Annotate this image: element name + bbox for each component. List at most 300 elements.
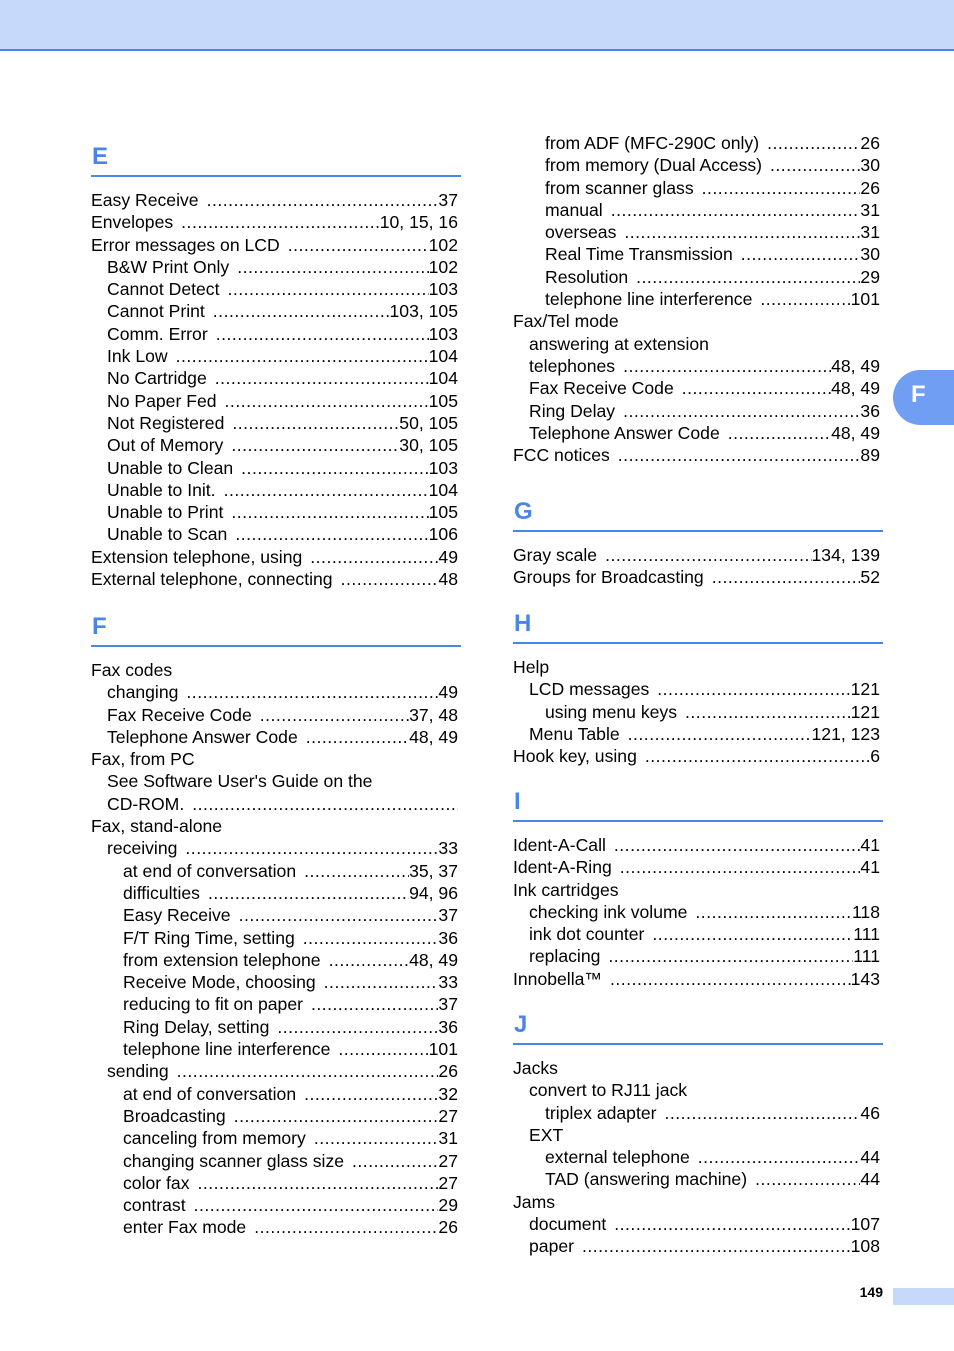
- dot-leader: [304, 860, 409, 882]
- index-entry-label: from memory (Dual Access): [545, 155, 763, 176]
- index-entry: [513, 1057, 880, 1079]
- dot-leader: [628, 723, 812, 745]
- index-entry: [513, 333, 880, 355]
- page-number: 149: [859, 1284, 883, 1300]
- index-entry-label: at end of conversation: [123, 860, 297, 881]
- index-entry-list: [513, 532, 883, 589]
- dot-leader: [624, 221, 860, 243]
- index-entry-pages: 32: [438, 1083, 458, 1104]
- dot-leader: [176, 345, 429, 367]
- index-entry-label: replacing: [529, 946, 601, 967]
- index-entry-pages: 52: [860, 567, 880, 588]
- dot-leader: [698, 1146, 861, 1168]
- index-entry: [91, 659, 458, 681]
- dot-leader: [177, 1060, 439, 1082]
- index-entry-pages: 89: [860, 445, 880, 466]
- index-entry: [513, 923, 880, 945]
- index-entry-label: using menu keys: [545, 701, 678, 722]
- index-entry: [91, 390, 458, 412]
- index-entry: [91, 434, 458, 456]
- dot-leader: [215, 367, 429, 389]
- index-entry-label: No Paper Fed: [107, 390, 217, 411]
- dot-leader: [741, 243, 861, 265]
- index-entry-label: enter Fax mode: [123, 1217, 247, 1238]
- dot-leader: [767, 132, 860, 154]
- index-entry-pages: 102: [428, 256, 458, 277]
- index-entry-pages: 94, 96: [409, 882, 458, 903]
- index-entry: [91, 1150, 458, 1172]
- index-entry-label: Jams: [513, 1191, 556, 1212]
- index-entry: [513, 1168, 880, 1190]
- index-entry-label: EXT: [529, 1124, 564, 1145]
- dot-leader: [610, 968, 851, 990]
- section-letter-heading: F: [91, 612, 461, 647]
- index-entry: [513, 400, 880, 422]
- index-entry: [91, 770, 458, 792]
- index-entry-label: B&W Print Only: [107, 256, 230, 277]
- section-letter-heading: G: [513, 497, 883, 532]
- index-entry-pages: 27: [438, 1105, 458, 1126]
- index-entry-pages: 36: [438, 927, 458, 948]
- index-entry: [91, 1038, 458, 1060]
- index-entry-list: [91, 177, 461, 590]
- index-entry-label: color fax: [123, 1172, 190, 1193]
- index-entry-pages: 37: [438, 994, 458, 1015]
- index-entry: [513, 745, 880, 767]
- index-entry: [91, 993, 458, 1015]
- index-entry-label: LCD messages: [529, 679, 650, 700]
- index-entry-pages: 26: [860, 133, 880, 153]
- index-entry-label: Groups for Broadcasting: [513, 567, 704, 588]
- index-entry-label: Receive Mode, choosing: [123, 972, 316, 993]
- index-entry-pages: 48, 49: [409, 726, 458, 747]
- index-entry-pages: 103, 105: [389, 301, 458, 322]
- index-entry-label: FCC notices: [513, 445, 610, 466]
- index-entry: [91, 323, 458, 345]
- index-entry-label: Unable to Clean: [107, 457, 234, 478]
- index-entry-label: Fax Receive Code: [107, 704, 252, 725]
- index-entry: [91, 1172, 458, 1194]
- dot-leader: [185, 837, 438, 859]
- index-entry-label: overseas: [545, 222, 617, 243]
- index-entry-label: Broadcasting: [123, 1105, 226, 1126]
- index-entry-label: from extension telephone: [123, 949, 321, 970]
- index-entry-pages: 48, 49: [831, 378, 880, 399]
- dot-leader: [231, 501, 428, 523]
- chapter-tab: [893, 370, 954, 425]
- index-entry-pages: 37: [438, 190, 458, 210]
- index-entry: [513, 1213, 880, 1235]
- index-entry-pages: 41: [860, 835, 880, 855]
- index-entry-pages: 105: [428, 502, 458, 523]
- index-entry: [513, 355, 880, 377]
- index-entry: [91, 412, 458, 434]
- index-entry-label: Innobella™: [513, 968, 603, 989]
- index-entry: [513, 132, 880, 154]
- index-entry-label: Ident-A-Ring: [513, 857, 612, 878]
- index-entry-pages: 121: [850, 679, 880, 700]
- index-entry: [91, 300, 458, 322]
- index-section: [91, 142, 461, 590]
- index-entry: [513, 177, 880, 199]
- index-entry-label: Telephone Answer Code: [107, 726, 298, 747]
- dot-leader: [224, 479, 429, 501]
- dot-leader: [623, 355, 831, 377]
- index-entry-pages: 26: [438, 1061, 458, 1082]
- index-entry: [91, 256, 458, 278]
- dot-leader: [192, 793, 458, 815]
- dot-leader: [685, 701, 851, 723]
- index-entry: [513, 288, 880, 310]
- index-entry-list: [91, 647, 461, 1239]
- index-entry: [513, 856, 880, 878]
- index-entry-label: Gray scale: [513, 545, 598, 565]
- dot-leader: [620, 856, 861, 878]
- index-entry-pages: 33: [438, 838, 458, 859]
- dot-leader: [329, 949, 410, 971]
- index-entry: [513, 1124, 880, 1146]
- index-entry: [91, 1216, 458, 1238]
- dot-leader: [235, 523, 428, 545]
- index-entry-label: external telephone: [545, 1147, 690, 1168]
- index-entry: [91, 1083, 458, 1105]
- dot-leader: [608, 945, 853, 967]
- dot-leader: [682, 377, 831, 399]
- dot-leader: [728, 422, 831, 444]
- index-entry-label: answering at extension: [529, 333, 709, 354]
- index-entry: [91, 345, 458, 367]
- index-entry-pages: 103: [428, 279, 458, 300]
- index-entry: [91, 367, 458, 389]
- index-entry-label: Telephone Answer Code: [529, 422, 720, 443]
- index-entry-label: Not Registered: [107, 412, 225, 433]
- dot-leader: [216, 323, 429, 345]
- index-entry-pages: 104: [428, 368, 458, 389]
- index-entry-pages: 48, 49: [409, 949, 458, 970]
- index-entry-label: convert to RJ11 jack: [529, 1080, 688, 1101]
- index-entry: [91, 971, 458, 993]
- dot-leader: [314, 1127, 439, 1149]
- dot-leader: [225, 390, 429, 412]
- dot-leader: [611, 199, 861, 221]
- index-entry-label: Easy Receive: [123, 905, 231, 926]
- dot-leader: [338, 1038, 428, 1060]
- index-entry: [91, 1016, 458, 1038]
- index-entry: [91, 904, 458, 926]
- index-entry: [513, 656, 880, 678]
- index-entry-pages: 101: [428, 1039, 458, 1060]
- section-letter-heading: H: [513, 609, 883, 644]
- index-entry-pages: 10, 15, 16: [379, 212, 458, 233]
- index-entry: [513, 901, 880, 923]
- dot-leader: [237, 256, 428, 278]
- index-entry-pages: 31: [860, 222, 880, 243]
- dot-leader: [324, 971, 439, 993]
- index-entry-pages: 48, 49: [831, 422, 880, 443]
- index-entry: [513, 444, 880, 466]
- index-entry-label: Unable to Scan: [107, 524, 228, 545]
- dot-leader: [652, 923, 853, 945]
- index-entry: [513, 879, 880, 901]
- index-entry-pages: 6: [870, 746, 880, 767]
- index-entry-label: changing scanner glass size: [123, 1150, 345, 1171]
- index-entry-pages: 27: [438, 1150, 458, 1171]
- index-entry: [513, 544, 880, 566]
- index-section: [91, 612, 461, 1239]
- index-entry-label: See Software User's Guide on the: [107, 771, 373, 792]
- index-entry: [513, 310, 880, 332]
- index-entry-pages: 101: [850, 289, 880, 310]
- dot-leader: [310, 546, 438, 568]
- index-entry-label: Unable to Print: [107, 502, 224, 523]
- index-entry: [513, 1146, 880, 1168]
- index-entry-label: Comm. Error: [107, 323, 208, 344]
- dot-leader: [645, 745, 870, 767]
- index-entry-label: Ink cartridges: [513, 879, 619, 900]
- index-entry-label: reducing to fit on paper: [123, 994, 303, 1015]
- dot-leader: [194, 1194, 439, 1216]
- dot-leader: [760, 288, 850, 310]
- index-entry-label: Ring Delay: [529, 400, 616, 421]
- index-entry-label: Resolution: [545, 266, 629, 287]
- index-entry: [513, 243, 880, 265]
- index-entry-label: Help: [513, 657, 550, 677]
- index-entry-pages: 134, 139: [811, 545, 880, 565]
- index-entry-pages: 44: [860, 1169, 880, 1190]
- index-entry-label: triplex adapter: [545, 1102, 657, 1123]
- index-entry-label: Ink Low: [107, 346, 168, 367]
- index-entry-pages: 105: [428, 390, 458, 411]
- index-entry-pages: 41: [860, 857, 880, 878]
- index-entry: [513, 834, 880, 856]
- index-entry-pages: 46: [860, 1102, 880, 1123]
- index-entry-label: Ring Delay, setting: [123, 1016, 270, 1037]
- index-entry: [91, 189, 458, 211]
- dot-leader: [618, 444, 861, 466]
- index-entry-label: telephone line interference: [123, 1039, 331, 1060]
- index-entry: [91, 1060, 458, 1082]
- index-entry-label: Error messages on LCD: [91, 234, 280, 255]
- index-entry-label: Menu Table: [529, 723, 620, 744]
- index-entry-pages: 121: [850, 701, 880, 722]
- index-entry: [91, 726, 458, 748]
- index-entry-pages: 30: [860, 244, 880, 265]
- index-entry-label: manual: [545, 199, 603, 220]
- dot-leader: [695, 901, 852, 923]
- index-entry-pages: 35, 37: [409, 860, 458, 881]
- index-entry-label: Easy Receive: [91, 190, 199, 210]
- chapter-tab-label: F: [911, 381, 926, 408]
- index-entry-pages: 30: [860, 155, 880, 176]
- index-entry: [513, 1079, 880, 1101]
- index-entry: [513, 678, 880, 700]
- index-entry: [91, 479, 458, 501]
- index-section: [513, 497, 883, 589]
- dot-leader: [341, 568, 439, 590]
- index-entry: [91, 837, 458, 859]
- dot-leader: [207, 189, 439, 211]
- index-entry-pages: 36: [438, 1016, 458, 1037]
- index-entry-pages: 31: [860, 199, 880, 220]
- index-entry-pages: 106: [428, 524, 458, 545]
- index-entry-label: TAD (answering machine): [545, 1169, 748, 1190]
- dot-leader: [260, 704, 409, 726]
- dot-leader: [232, 412, 399, 434]
- index-entry: [91, 211, 458, 233]
- dot-leader: [239, 904, 439, 926]
- index-entry-pages: 33: [438, 972, 458, 993]
- index-entry-label: document: [529, 1214, 607, 1235]
- index-entry-label: difficulties: [123, 882, 200, 903]
- index-entry-pages: 48, 49: [831, 355, 880, 376]
- index-entry: [91, 234, 458, 256]
- index-entry: [513, 701, 880, 723]
- dot-leader: [665, 1102, 861, 1124]
- index-entry-pages: 26: [860, 177, 880, 198]
- index-entry-label: checking ink volume: [529, 901, 688, 922]
- index-entry-label: External telephone, connecting: [91, 569, 333, 590]
- index-section: [513, 787, 883, 990]
- index-entry: [91, 793, 458, 815]
- index-section: [513, 1010, 883, 1258]
- index-entry-pages: 30, 105: [399, 435, 458, 456]
- dot-leader: [304, 1083, 438, 1105]
- index-entry-pages: 104: [428, 479, 458, 500]
- dot-leader: [614, 1213, 850, 1235]
- index-entry-label: canceling from memory: [123, 1128, 306, 1149]
- index-entry-label: F/T Ring Time, setting: [123, 927, 295, 948]
- index-entry-label: CD-ROM.: [107, 793, 185, 814]
- section-letter-heading: J: [513, 1010, 883, 1045]
- index-entry: [91, 501, 458, 523]
- index-entry: [91, 927, 458, 949]
- index-entry-pages: 104: [428, 346, 458, 367]
- dot-leader: [213, 300, 390, 322]
- dot-leader: [657, 678, 850, 700]
- index-entry: [91, 815, 458, 837]
- index-entry-label: Fax, stand-alone: [91, 816, 223, 837]
- index-entry-pages: 121, 123: [811, 723, 880, 744]
- dot-leader: [582, 1235, 851, 1257]
- index-entry-label: from scanner glass: [545, 177, 694, 198]
- index-entry-label: at end of conversation: [123, 1083, 297, 1104]
- index-entry-label: Cannot Detect: [107, 279, 220, 300]
- dot-leader: [277, 1016, 438, 1038]
- index-entry-label: No Cartridge: [107, 368, 207, 389]
- index-entry-pages: 108: [850, 1236, 880, 1257]
- index-entry-pages: 143: [850, 968, 880, 989]
- index-entry: [91, 1127, 458, 1149]
- index-entry: [513, 566, 880, 588]
- index-entry-pages: 111: [853, 924, 880, 945]
- index-entry-label: Fax Receive Code: [529, 378, 674, 399]
- index-entry-label: sending: [107, 1061, 169, 1082]
- index-entry-label: Unable to Init.: [107, 479, 216, 500]
- index-entry-pages: 102: [428, 234, 458, 255]
- index-entry: [91, 882, 458, 904]
- index-entry: [91, 546, 458, 568]
- index-entry-label: ink dot counter: [529, 924, 645, 945]
- index-entry-pages: 36: [860, 400, 880, 421]
- index-entry-pages: 37: [438, 905, 458, 926]
- index-entry-pages: 31: [438, 1128, 458, 1149]
- dot-leader: [254, 1216, 438, 1238]
- index-entry-label: changing: [107, 682, 179, 703]
- index-entry-pages: 44: [860, 1147, 880, 1168]
- index-entry: [513, 422, 880, 444]
- index-entry-list: [513, 644, 883, 767]
- dot-leader: [186, 681, 438, 703]
- index-entry: [513, 154, 880, 176]
- section-letter-heading: E: [91, 142, 461, 177]
- index-entry: [91, 681, 458, 703]
- index-entry: [91, 704, 458, 726]
- index-entry-pages: 48: [438, 569, 458, 590]
- index-section: [513, 132, 883, 466]
- index-entry: [91, 278, 458, 300]
- section-letter-heading: I: [513, 787, 883, 822]
- index-entry: [91, 1194, 458, 1216]
- index-entry: [91, 523, 458, 545]
- index-entry-label: Extension telephone, using: [91, 546, 303, 567]
- index-entry-pages: 111: [853, 946, 880, 967]
- index-entry-pages: 49: [438, 682, 458, 703]
- index-entry: [91, 949, 458, 971]
- dot-leader: [702, 177, 861, 199]
- index-entry-label: Cannot Print: [107, 301, 205, 322]
- index-entry: [513, 1102, 880, 1124]
- index-entry-label: Hook key, using: [513, 746, 637, 767]
- dot-leader: [636, 266, 860, 288]
- index-entry-pages: 103: [428, 323, 458, 344]
- dot-leader: [712, 566, 861, 588]
- index-entry: [91, 1105, 458, 1127]
- dot-leader: [241, 457, 428, 479]
- index-entry: [513, 723, 880, 745]
- dot-leader: [352, 1150, 438, 1172]
- index-entry-pages: 107: [850, 1214, 880, 1235]
- index-entry: [513, 199, 880, 221]
- index-entry-label: Ident-A-Call: [513, 835, 606, 855]
- dot-leader: [231, 434, 399, 456]
- index-entry-label: Out of Memory: [107, 435, 224, 456]
- dot-leader: [208, 882, 409, 904]
- dot-leader: [306, 726, 409, 748]
- index-entry: [513, 266, 880, 288]
- header-band: [0, 0, 954, 51]
- index-entry-pages: 118: [851, 901, 880, 922]
- index-entry-pages: 50, 105: [399, 412, 458, 433]
- dot-leader: [605, 544, 811, 566]
- index-entry-pages: 29: [860, 266, 880, 287]
- index-entry-list: [513, 822, 883, 990]
- dot-leader: [234, 1105, 439, 1127]
- dot-leader: [198, 1172, 439, 1194]
- index-entry-label: from ADF (MFC-290C only): [545, 133, 760, 153]
- index-entry: [513, 945, 880, 967]
- index-entry-label: Fax/Tel mode: [513, 311, 619, 332]
- index-entry-label: contrast: [123, 1195, 186, 1216]
- index-entry: [513, 1235, 880, 1257]
- dot-leader: [755, 1168, 860, 1190]
- index-section: [513, 609, 883, 767]
- dot-leader: [623, 400, 860, 422]
- index-entry: [513, 377, 880, 399]
- index-entry-label: receiving: [107, 838, 178, 859]
- dot-leader: [227, 278, 428, 300]
- index-entry: [91, 748, 458, 770]
- page-number-bar: [893, 1288, 954, 1305]
